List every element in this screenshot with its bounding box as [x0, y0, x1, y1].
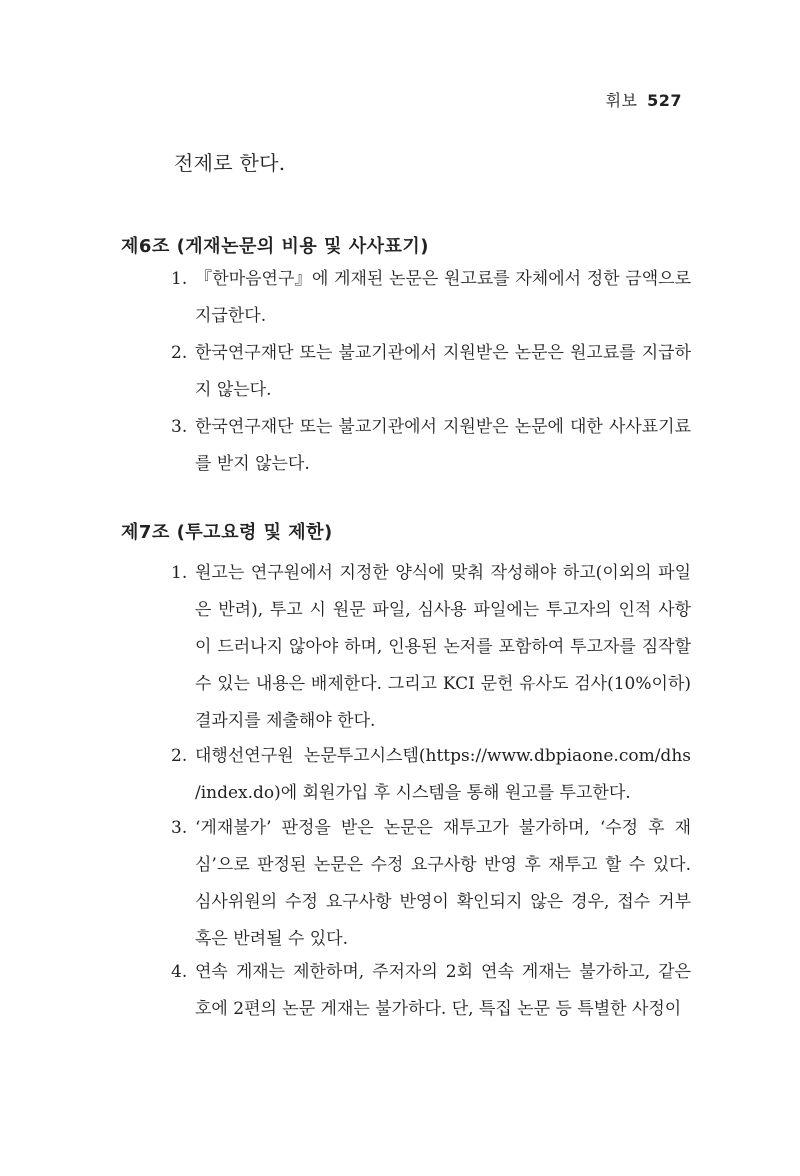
item-number: 4. [171, 962, 188, 982]
item-number: 2. [171, 343, 188, 363]
item-text: 한국연구재단 또는 불교기관에서 지원받은 논문은 원고료를 지급하지 않는다. [195, 343, 691, 400]
article-6-item-1 [171, 261, 691, 335]
item-number: 3. [171, 818, 188, 838]
article-6-title: 제6조 (게재논문의 비용 및 사사표기) [121, 236, 429, 257]
article-7-title: 제7조 (투고요령 및 제한) [121, 522, 333, 543]
header-label: 휘보 [605, 91, 638, 110]
article-6-item-2 [171, 335, 691, 409]
page-number: 527 [647, 91, 682, 110]
item-number: 1. [171, 269, 188, 289]
article-7-item-4 [171, 954, 691, 1028]
item-number: 2. [171, 746, 188, 766]
item-text: 대행선연구원 논문투고시스템(https://www.dbpiaone.com/dhs /index.do)에 회원가입 후 시스템을 통해 원고를 투고한다. [195, 746, 691, 803]
article-7-item-3 [171, 810, 691, 958]
item-text: 『한마음연구』에 게재된 논문은 원고료를 자체에서 정한 금액으로 지급한다. [195, 269, 691, 326]
article-6-item-3 [171, 409, 691, 483]
item-text: 한국연구재단 또는 불교기관에서 지원받은 논문에 대한 사사표기료를 받지 않는다. [195, 417, 691, 474]
item-text: ‘게재불가’ 판정을 받은 논문은 재투고가 불가하며, ‘수정 후 재심’으로 판정된 논문은 수정 요구사항 반영 후 재투고 할 수 있다. 심사위원의 수정 요구사항 반영이 확인되지 않은 경우, 접수 거부 혹은 반려될 수 있다. [195, 818, 691, 949]
running-header [606, 88, 682, 111]
article-7-item-2 [171, 738, 691, 812]
item-number: 1. [171, 563, 188, 583]
item-text: 연속 게재는 제한하며, 주저자의 2회 연속 게재는 불가하고, 같은 호에 2편의 논문 게재는 불가하다. 단, 특집 논문 등 특별한 사정이 [195, 962, 691, 1019]
continuation-text: 전제로 한다. [174, 151, 286, 175]
item-number: 3. [171, 417, 188, 437]
item-text: 원고는 연구원에서 지정한 양식에 맞춰 작성해야 하고(이외의 파일은 반려), 투고 시 원문 파일, 심사용 파일에는 투고자의 인적 사항이 드러나지 않아야 하며, 인용된 논저를 포함하여 투고자를 짐작할 수 있는 내용은 배제한다. 그리고 KCI 문헌 유사도 검사(10%이하) 결과지를 제출해야 한다. [195, 563, 691, 731]
article-7-item-1 [171, 555, 691, 740]
